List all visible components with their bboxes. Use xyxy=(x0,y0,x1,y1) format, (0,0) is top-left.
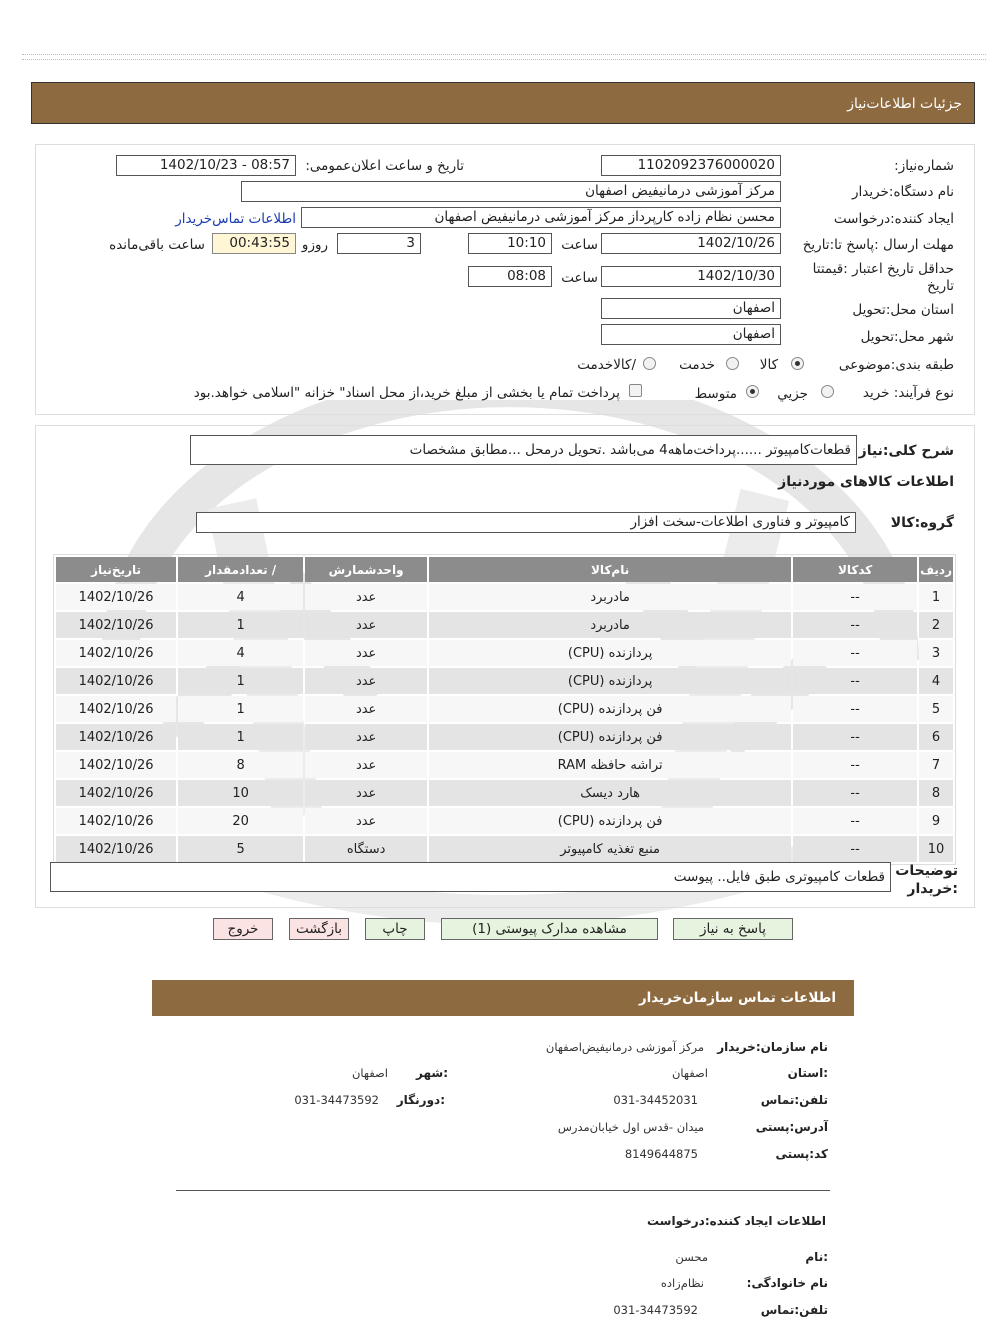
creator-label: ایجاد کننده:درخواست xyxy=(833,211,954,227)
col-code: کدکالا xyxy=(793,557,917,582)
contact-postal-value: 8149644875 xyxy=(624,1147,698,1161)
cell-date: 1402/10/26 xyxy=(56,584,176,610)
cell-code: -- xyxy=(793,808,917,834)
cell-name: منبع تغذیه کامپیوتر xyxy=(429,836,791,862)
days-label: روزو xyxy=(301,237,328,253)
buyer-org-label: نام دستگاه:خریدار xyxy=(851,184,954,200)
cell-name: فن پردازنده (CPU) xyxy=(429,696,791,722)
cell-unit: عدد xyxy=(305,724,427,750)
print-button[interactable]: چاپ xyxy=(365,918,425,940)
cell-row: 3 xyxy=(919,640,953,666)
process-label: نوع فرآیند: خرید xyxy=(862,385,954,401)
creator-phone-value: 031-34473592 xyxy=(613,1303,698,1317)
table-row xyxy=(56,584,953,610)
process-radio-minor[interactable] xyxy=(821,385,834,398)
items-table xyxy=(54,555,955,864)
cell-qty: 4 xyxy=(178,640,303,666)
contact-province-label: :استان xyxy=(787,1066,828,1080)
cell-unit: عدد xyxy=(305,752,427,778)
cell-name: پردازنده (CPU) xyxy=(429,640,791,666)
creator-name-label: :نام xyxy=(805,1250,828,1264)
cell-date: 1402/10/26 xyxy=(56,808,176,834)
cell-row: 5 xyxy=(919,696,953,722)
summary-label: شرح کلی:نیاز xyxy=(858,443,954,459)
contact-city-label: :شهر xyxy=(416,1066,448,1080)
cell-code: -- xyxy=(793,584,917,610)
cell-date: 1402/10/26 xyxy=(56,836,176,862)
cell-row: 9 xyxy=(919,808,953,834)
buyer-notes-field: قطعات کامپیوتری طبق فایل.. پیوست xyxy=(50,862,891,892)
cell-name: مادربرد xyxy=(429,584,791,610)
contact-phone-label: تلفن:تماس xyxy=(760,1093,828,1107)
announce-field: 1402/10/23 - 08:57 xyxy=(116,155,296,176)
province-field: اصفهان xyxy=(601,298,781,319)
contact-postal-label: کد:پستی xyxy=(775,1147,828,1161)
contact-org-label: نام سازمان:خریدار xyxy=(717,1040,828,1054)
creator-family-value: نظام‌زاده xyxy=(660,1276,704,1290)
category-radio-service[interactable] xyxy=(726,357,739,370)
validity-label: حداقل تاریخ اعتبار :قیمتتا تاریخ xyxy=(812,261,954,294)
cell-date: 1402/10/26 xyxy=(56,668,176,694)
page-title: جزئیات اطلاعات‌نیاز xyxy=(847,96,962,112)
goods-info-title: اطلاعات کالاهای موردنیاز xyxy=(778,474,954,490)
buyer-org-field: مرکز آموزشی درمانیفیض اصفهان xyxy=(241,181,781,202)
days-field: 3 xyxy=(337,233,421,254)
contact-phone-value: 031-34452031 xyxy=(613,1093,698,1107)
cell-qty: 4 xyxy=(178,584,303,610)
table-row xyxy=(56,724,953,750)
cell-row: 7 xyxy=(919,752,953,778)
cell-unit: عدد xyxy=(305,640,427,666)
contact-address-label: آدرس:پستی xyxy=(755,1120,828,1134)
cell-name: پردازنده (CPU) xyxy=(429,668,791,694)
group-label: گروه:کالا xyxy=(890,515,954,531)
cell-code: -- xyxy=(793,696,917,722)
deadline-time-label: ساعت xyxy=(561,237,598,253)
process-radio-medium[interactable] xyxy=(746,385,759,398)
cell-name: هارد دیسک xyxy=(429,780,791,806)
cell-row: 6 xyxy=(919,724,953,750)
cell-code: -- xyxy=(793,752,917,778)
city-field: اصفهان xyxy=(601,324,781,345)
cell-qty: 1 xyxy=(178,724,303,750)
cell-date: 1402/10/26 xyxy=(56,780,176,806)
cell-name: فن پردازنده (CPU) xyxy=(429,808,791,834)
province-label: استان محل:تحویل xyxy=(852,302,954,318)
creator-family-label: نام خانوادگی: xyxy=(746,1276,828,1290)
creator-phone-label: تلفن:تماس xyxy=(760,1303,828,1317)
table-row xyxy=(56,780,953,806)
cell-date: 1402/10/26 xyxy=(56,752,176,778)
col-qty: / تعدادمقدار xyxy=(178,557,303,582)
cell-qty: 1 xyxy=(178,612,303,638)
validity-time-field: 08:08 xyxy=(468,266,552,287)
remaining-time-field: 00:43:55 xyxy=(212,233,296,254)
category-option-both: /کالاخدمت xyxy=(577,357,636,373)
exit-button[interactable]: خروج xyxy=(213,918,273,940)
cell-row: 4 xyxy=(919,668,953,694)
contact-divider xyxy=(176,1190,830,1191)
buyer-contact-link[interactable]: اطلاعات تماس‌خریدار xyxy=(175,211,296,227)
cell-name: فن پردازنده (CPU) xyxy=(429,724,791,750)
process-option-minor: جزیي xyxy=(777,386,808,402)
col-row: ردیف xyxy=(919,557,953,582)
cell-date: 1402/10/26 xyxy=(56,724,176,750)
need-number-field: 1102092376000020 xyxy=(601,155,781,176)
col-date: تاریخ‌نیاز xyxy=(56,557,176,582)
category-option-goods: کالا xyxy=(759,357,778,373)
table-row xyxy=(56,696,953,722)
buyer-notes-label: توضیحات :خریدار xyxy=(895,863,958,897)
cell-date: 1402/10/26 xyxy=(56,696,176,722)
contact-address-value: میدان -قدس اول خیابان‌مدرس xyxy=(557,1120,704,1134)
table-row xyxy=(56,752,953,778)
top-divider xyxy=(22,54,986,60)
contact-fax-label: :دورنگار xyxy=(396,1093,445,1107)
creator-name-value: محسن xyxy=(675,1250,708,1264)
treasury-payment-note: پرداخت تمام یا بخشی از مبلغ خرید،از محل اسناد" خزانه "اسلامی خواهد.بود xyxy=(193,385,620,401)
validity-date-field: 1402/10/30 xyxy=(601,266,781,287)
cell-unit: عدد xyxy=(305,612,427,638)
contact-header xyxy=(152,980,854,1016)
treasury-payment-checkbox[interactable] xyxy=(629,384,642,397)
cell-unit: عدد xyxy=(305,780,427,806)
city-label: شهر محل:تحویل xyxy=(860,329,954,345)
cell-row: 8 xyxy=(919,780,953,806)
deadline-date-field: 1402/10/26 xyxy=(601,233,781,254)
cell-name: مادربرد xyxy=(429,612,791,638)
items-table-wrap xyxy=(53,554,956,865)
validity-time-label: ساعت xyxy=(561,270,598,286)
back-button[interactable]: بازگشت xyxy=(289,918,349,940)
cell-row: 10 xyxy=(919,836,953,862)
cell-date: 1402/10/26 xyxy=(56,640,176,666)
remaining-label: ساعت باقی‌مانده xyxy=(109,237,205,253)
col-name: نام‌کالا xyxy=(429,557,791,582)
cell-code: -- xyxy=(793,640,917,666)
cell-unit: عدد xyxy=(305,668,427,694)
category-radio-goods[interactable] xyxy=(791,357,804,370)
category-option-service: خدمت xyxy=(679,357,715,373)
col-unit: واحدشمارش xyxy=(305,557,427,582)
items-table-header xyxy=(56,557,953,582)
cell-qty: 10 xyxy=(178,780,303,806)
table-row xyxy=(56,668,953,694)
table-row xyxy=(56,640,953,666)
contact-fax-value: 031-34473592 xyxy=(294,1093,379,1107)
deadline-label: مهلت ارسال :پاسخ تا:تاریخ xyxy=(802,237,954,253)
cell-name: تراشه حافظه RAM xyxy=(429,752,791,778)
cell-row: 2 xyxy=(919,612,953,638)
cell-code: -- xyxy=(793,724,917,750)
contact-org-value: مرکز آموزشی درمانیفیض‌اصفهان xyxy=(545,1040,704,1054)
need-number-label: شماره‌نیاز: xyxy=(894,158,954,174)
contact-title: اطلاعات تماس سازمان‌خریدار xyxy=(638,990,836,1006)
category-label: طبقه بندی:موضوعی xyxy=(838,357,954,373)
cell-code: -- xyxy=(793,836,917,862)
cell-qty: 1 xyxy=(178,696,303,722)
contact-city-value: اصفهان xyxy=(351,1066,388,1080)
summary-field: قطعات‌کامپیوتر ......پرداخت‌ماهه4 می‌باشد .تحویل درمحل ...مطابق مشخصات xyxy=(190,435,857,465)
table-row xyxy=(56,612,953,638)
group-field: کامپیوتر و فناوری اطلاعات-سخت افزار xyxy=(196,512,856,533)
cell-unit: عدد xyxy=(305,584,427,610)
announce-label: تاریخ و ساعت اعلان‌عمومی: xyxy=(305,158,464,174)
cell-qty: 1 xyxy=(178,668,303,694)
cell-unit: دستگاه xyxy=(305,836,427,862)
table-row xyxy=(56,808,953,834)
contact-province-value: اصفهان xyxy=(671,1066,708,1080)
cell-qty: 20 xyxy=(178,808,303,834)
cell-unit: عدد xyxy=(305,808,427,834)
cell-row: 1 xyxy=(919,584,953,610)
cell-qty: 8 xyxy=(178,752,303,778)
creator-info-title: اطلاعات ایجاد کننده:درخواست xyxy=(646,1214,826,1228)
cell-code: -- xyxy=(793,668,917,694)
deadline-time-field: 10:10 xyxy=(468,233,552,254)
cell-qty: 5 xyxy=(178,836,303,862)
page-header xyxy=(31,82,975,124)
attachments-button[interactable]: مشاهده مدارک پیوستی (1) xyxy=(441,918,658,940)
cell-date: 1402/10/26 xyxy=(56,612,176,638)
creator-field: محسن نظام زاده کارپرداز مرکز آموزشی درمانیفیض اصفهان xyxy=(301,207,781,228)
table-row xyxy=(56,836,953,862)
reply-button[interactable]: پاسخ به نیاز xyxy=(673,918,793,940)
cell-unit: عدد xyxy=(305,696,427,722)
cell-code: -- xyxy=(793,612,917,638)
category-radio-both[interactable] xyxy=(643,357,656,370)
process-option-medium: متوسط xyxy=(694,386,737,402)
cell-code: -- xyxy=(793,780,917,806)
